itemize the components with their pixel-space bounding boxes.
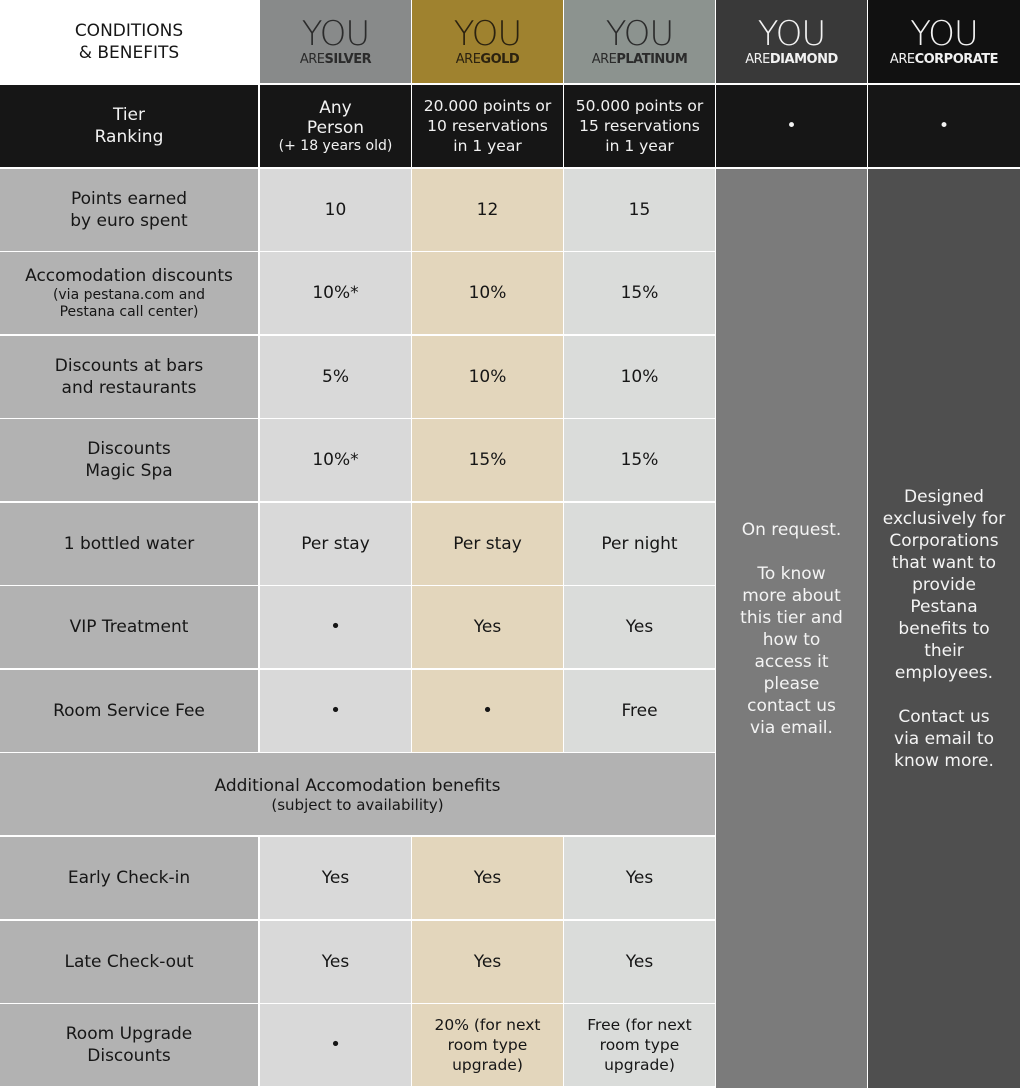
benefit-row-1-silver: 10%* <box>260 252 411 334</box>
benefit-row-0-platinum: 15 <box>564 169 715 251</box>
benefit-row-6-gold: • <box>412 670 563 752</box>
conditions-benefits-header <box>0 0 258 83</box>
tier-logo-diamond: YOU AREDIAMOND <box>716 0 867 83</box>
benefit-row-6-label: Room Service Fee <box>0 670 258 752</box>
benefit-row-2-platinum: 10% <box>564 336 715 418</box>
corporate-note: Designed exclusively for Corporations that want to provide Pestana benefits to their employees. Contact us via email to know more. <box>868 169 1020 1088</box>
additional-benefits-title: Additional Accomodation benefits <box>214 775 501 796</box>
benefit-row-4-silver: Per stay <box>260 503 411 585</box>
additional-row-1-label: Late Check-out <box>0 921 258 1003</box>
benefit-row-4-gold: Per stay <box>412 503 563 585</box>
benefit-row-1-gold: 10% <box>412 252 563 334</box>
benefit-row-1-platinum: 15% <box>564 252 715 334</box>
tier-ranking-gold: 20.000 points or 10 reservations in 1 year <box>412 85 563 167</box>
benefit-row-6-platinum: Free <box>564 670 715 752</box>
tier-logo-platinum: YOU AREPLATINUM <box>564 0 715 83</box>
benefit-row-0-silver: 10 <box>260 169 411 251</box>
tier-ranking-platinum: 50.000 points or 15 reservations in 1 year <box>564 85 715 167</box>
additional-row-1-gold: Yes <box>412 921 563 1003</box>
benefit-row-0-label: Points earned by euro spent <box>0 169 258 251</box>
benefit-row-5-label: VIP Treatment <box>0 586 258 668</box>
benefit-row-4-platinum: Per night <box>564 503 715 585</box>
tier-logo-gold: YOU AREGOLD <box>412 0 563 83</box>
additional-benefits-header <box>0 753 715 835</box>
benefit-row-3-gold: 15% <box>412 419 563 501</box>
benefit-row-6-silver: • <box>260 670 411 752</box>
additional-benefits-subtitle: (subject to availability) <box>271 795 444 814</box>
benefit-row-3-silver: 10%* <box>260 419 411 501</box>
tier-logo-silver: YOU ARESILVER <box>260 0 411 83</box>
benefit-row-3-label: Discounts Magic Spa <box>0 419 258 501</box>
additional-row-0-gold: Yes <box>412 837 563 919</box>
benefit-row-4-label: 1 bottled water <box>0 503 258 585</box>
benefit-row-1-label: Accomodation discounts (via pestana.com and Pestana call center) <box>0 252 258 334</box>
additional-row-0-platinum: Yes <box>564 837 715 919</box>
tier-ranking-label: Tier Ranking <box>0 85 258 167</box>
tier-ranking-diamond: • <box>716 85 867 167</box>
benefit-row-3-platinum: 15% <box>564 419 715 501</box>
diamond-note: On request. To know more about this tier and how to access it please contact us via email. <box>716 169 867 1088</box>
additional-row-2-platinum: Free (for next room type upgrade) <box>564 1004 715 1086</box>
benefit-row-2-gold: 10% <box>412 336 563 418</box>
benefit-row-5-silver: • <box>260 586 411 668</box>
tier-logo-corporate: YOU ARECORPORATE <box>868 0 1020 83</box>
tier-ranking-silver: Any Person (+ 18 years old) <box>260 85 411 167</box>
additional-row-2-silver: • <box>260 1004 411 1086</box>
additional-row-0-label: Early Check-in <box>0 837 258 919</box>
benefit-row-2-silver: 5% <box>260 336 411 418</box>
tier-ranking-corporate: • <box>868 85 1020 167</box>
additional-row-0-silver: Yes <box>260 837 411 919</box>
additional-row-1-silver: Yes <box>260 921 411 1003</box>
benefit-row-2-label: Discounts at bars and restaurants <box>0 336 258 418</box>
conditions-benefits-label: CONDITIONS & BENEFITS <box>74 20 184 63</box>
benefit-row-5-platinum: Yes <box>564 586 715 668</box>
additional-row-2-gold: 20% (for next room type upgrade) <box>412 1004 563 1086</box>
additional-row-1-platinum: Yes <box>564 921 715 1003</box>
benefit-row-5-gold: Yes <box>412 586 563 668</box>
benefit-row-0-gold: 12 <box>412 169 563 251</box>
additional-row-2-label: Room Upgrade Discounts <box>0 1004 258 1086</box>
